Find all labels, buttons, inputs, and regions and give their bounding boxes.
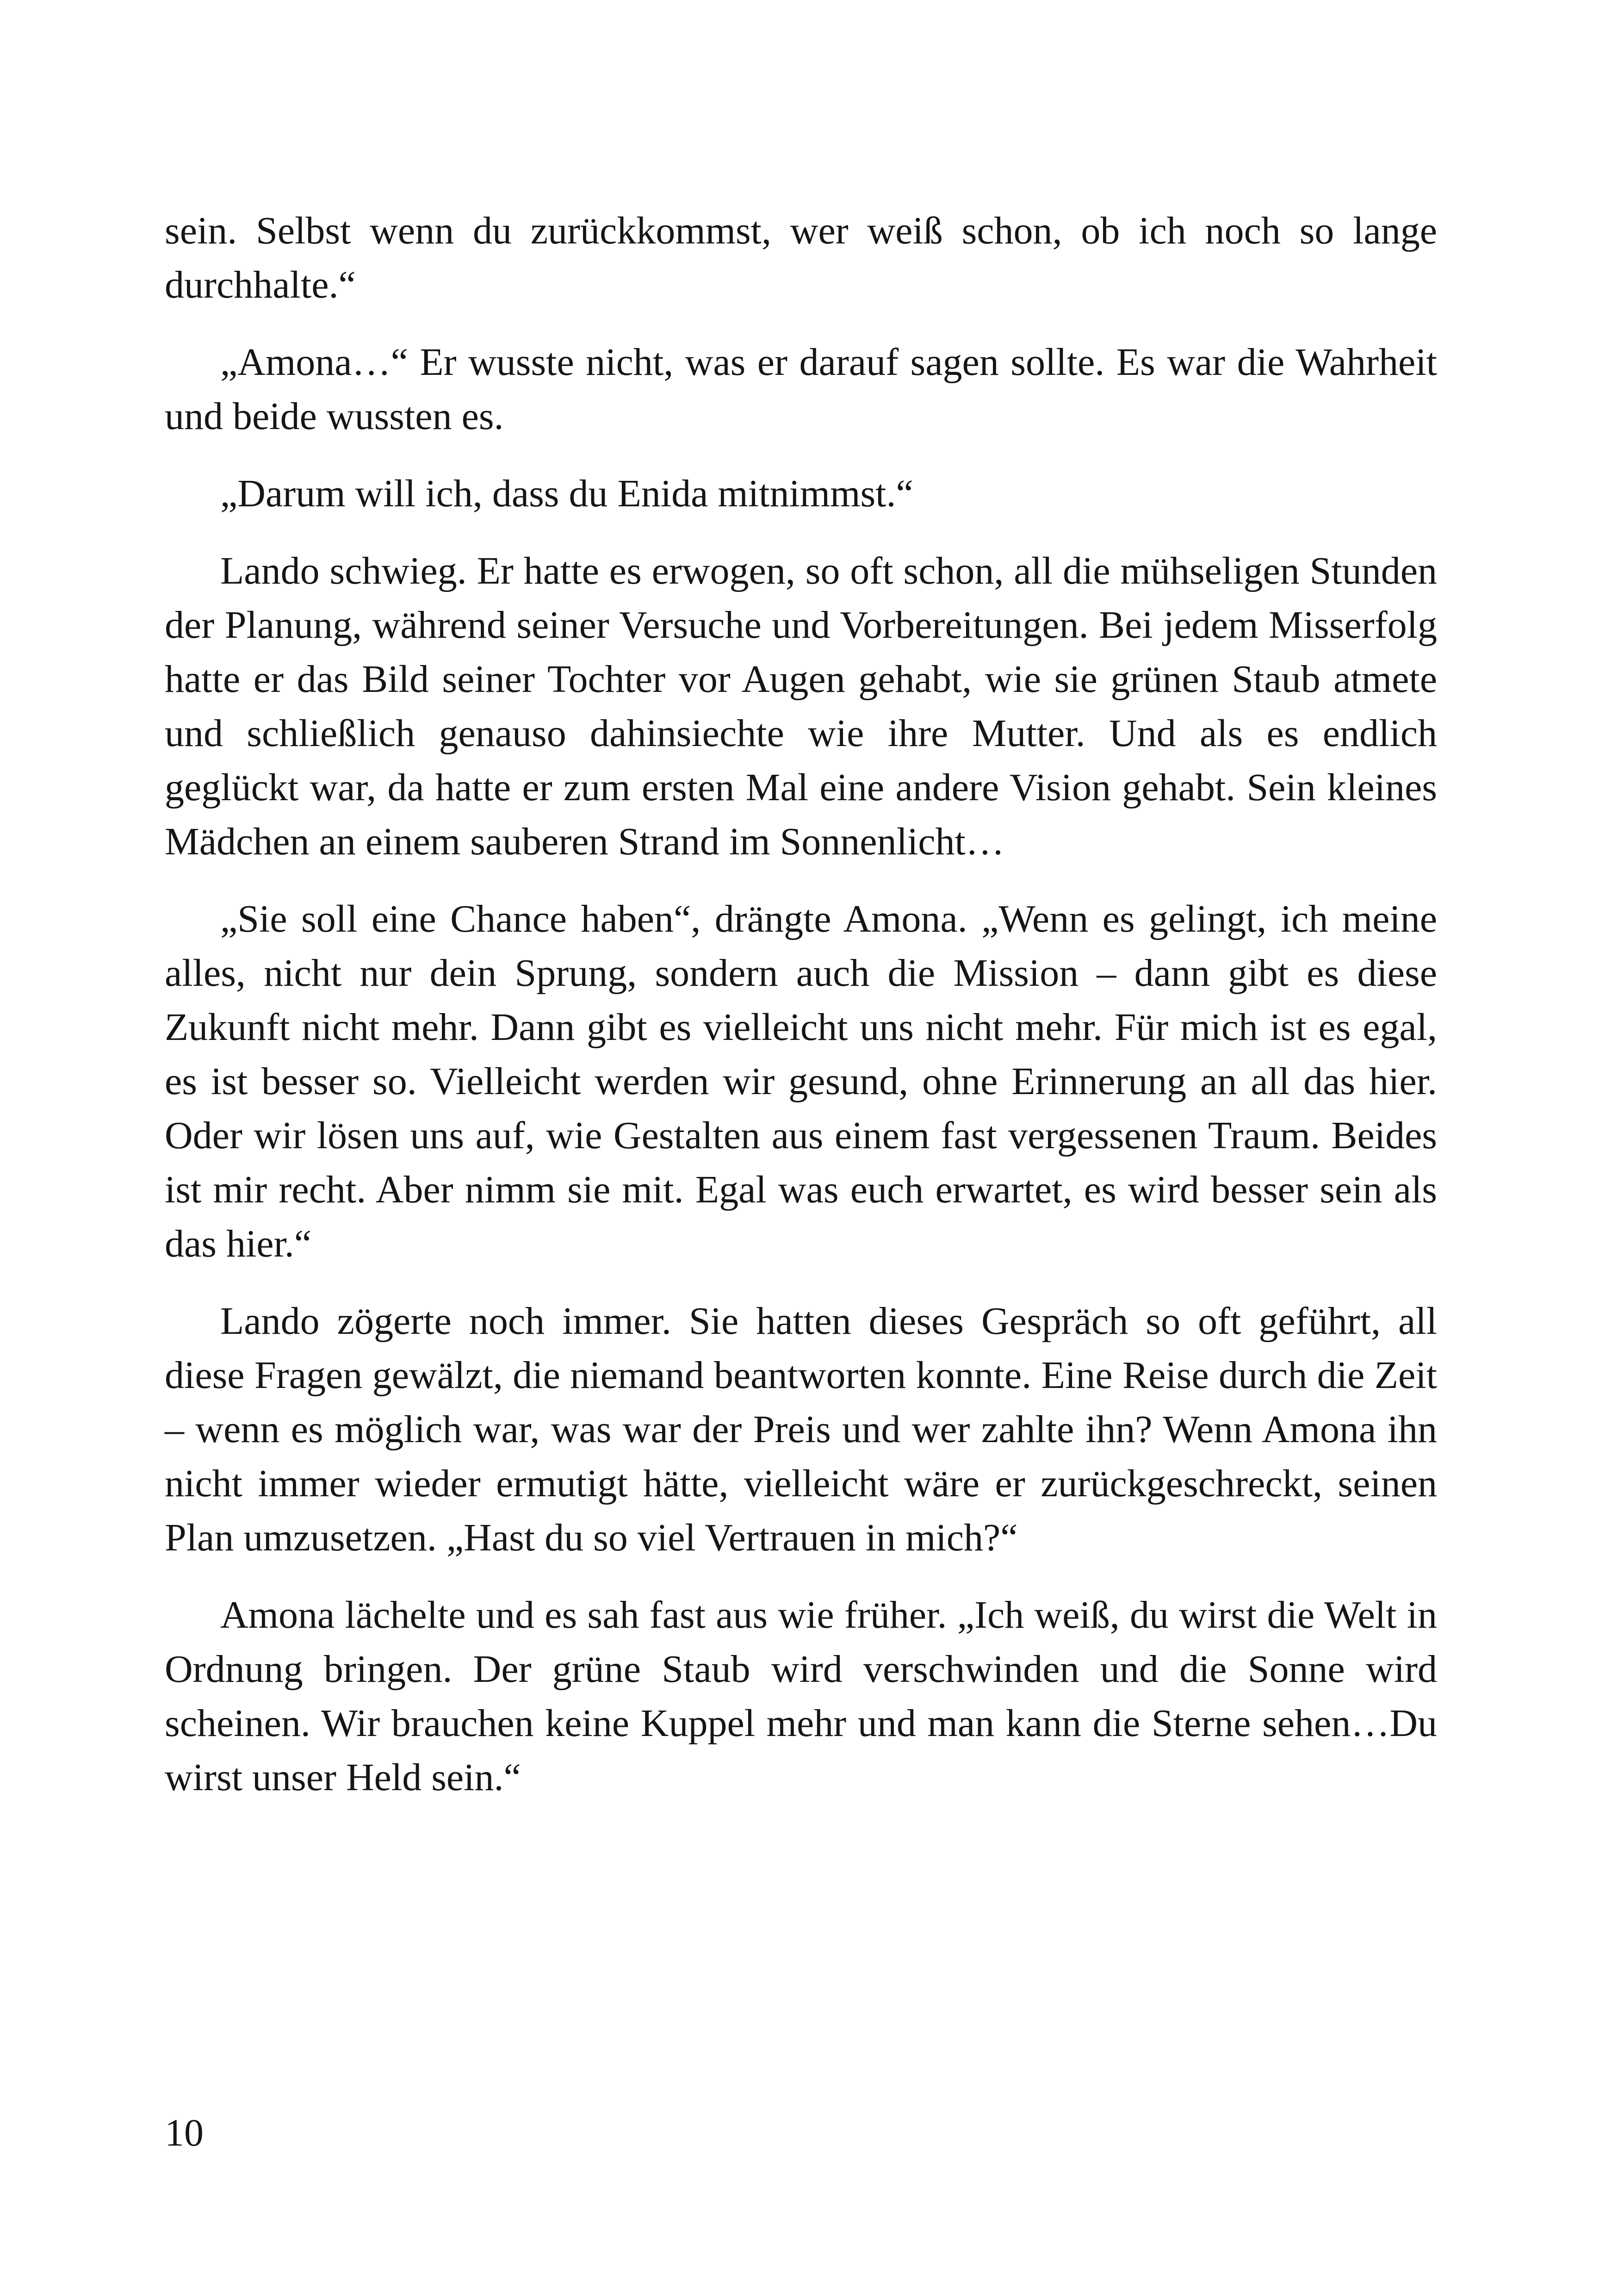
- page-number: 10: [165, 2111, 204, 2154]
- paragraph: Lando schwieg. Er hatte es erwogen, so oft schon, all die mühseligen Stunden der Planung, während seiner Versuche und Vorbereitungen. Bei jedem Misserfolg hatte er das Bild seiner Tochter vor Augen gehabt, wie sie grünen Staub atmete und schließlich genauso dahinsiechte wie ihre Mutter. Und als es endlich geglückt war, da hatte er zum ersten Mal eine andere Vision gehabt. Sein kleines Mädchen an einem sauberen Strand im Sonnenlicht…: [165, 549, 1437, 863]
- paragraph: Amona lächelte und es sah fast aus wie früher. „Ich weiß, du wirst die Welt in Ordnung bringen. Der grüne Staub wird verschwinden und die Sonne wird scheinen. Wir brauchen keine Kuppel mehr und man kann die Sterne sehen…Du wirst unser Held sein.“: [165, 1593, 1437, 1799]
- body-text: [165, 204, 1437, 1828]
- paragraph: „Amona…“ Er wusste nicht, was er darauf sagen sollte. Es war die Wahrheit und beide wussten es.: [165, 341, 1437, 438]
- paragraph: „Darum will ich, dass du Enida mitnimmst.“: [220, 472, 913, 515]
- paragraph: Lando zögerte noch immer. Sie hatten dieses Gespräch so oft geführt, all diese Fragen gewälzt, die niemand beantworten konnte. Eine Reise durch die Zeit – wenn es möglich war, was war der Preis und wer zahlte ihn? Wenn Amona ihn nicht immer wieder ermutigt hätte, vielleicht wäre er zurückgeschreckt, seinen Plan umzusetzen. „Hast du so viel Vertrauen in mich?“: [165, 1300, 1437, 1559]
- paragraph: „Sie soll eine Chance haben“, drängte Amona. „Wenn es gelingt, ich meine alles, nicht nur dein Sprung, sondern auch die Mission – dann gibt es diese Zukunft nicht mehr. Dann gibt es vielleicht uns nicht mehr. Für mich ist es egal, es ist besser so. Vielleicht werden wir gesund, ohne Erinnerung an all das hier. Oder wir lösen uns auf, wie Gestalten aus einem fast vergessenen Traum. Beides ist mir recht. Aber nimm sie mit. Egal was euch erwartet, es wird besser sein als das hier.“: [165, 897, 1437, 1265]
- paragraph-continuation: sein. Selbst wenn du zurückkommst, wer weiß schon, ob ich noch so lange durchhalte.“: [165, 209, 1437, 306]
